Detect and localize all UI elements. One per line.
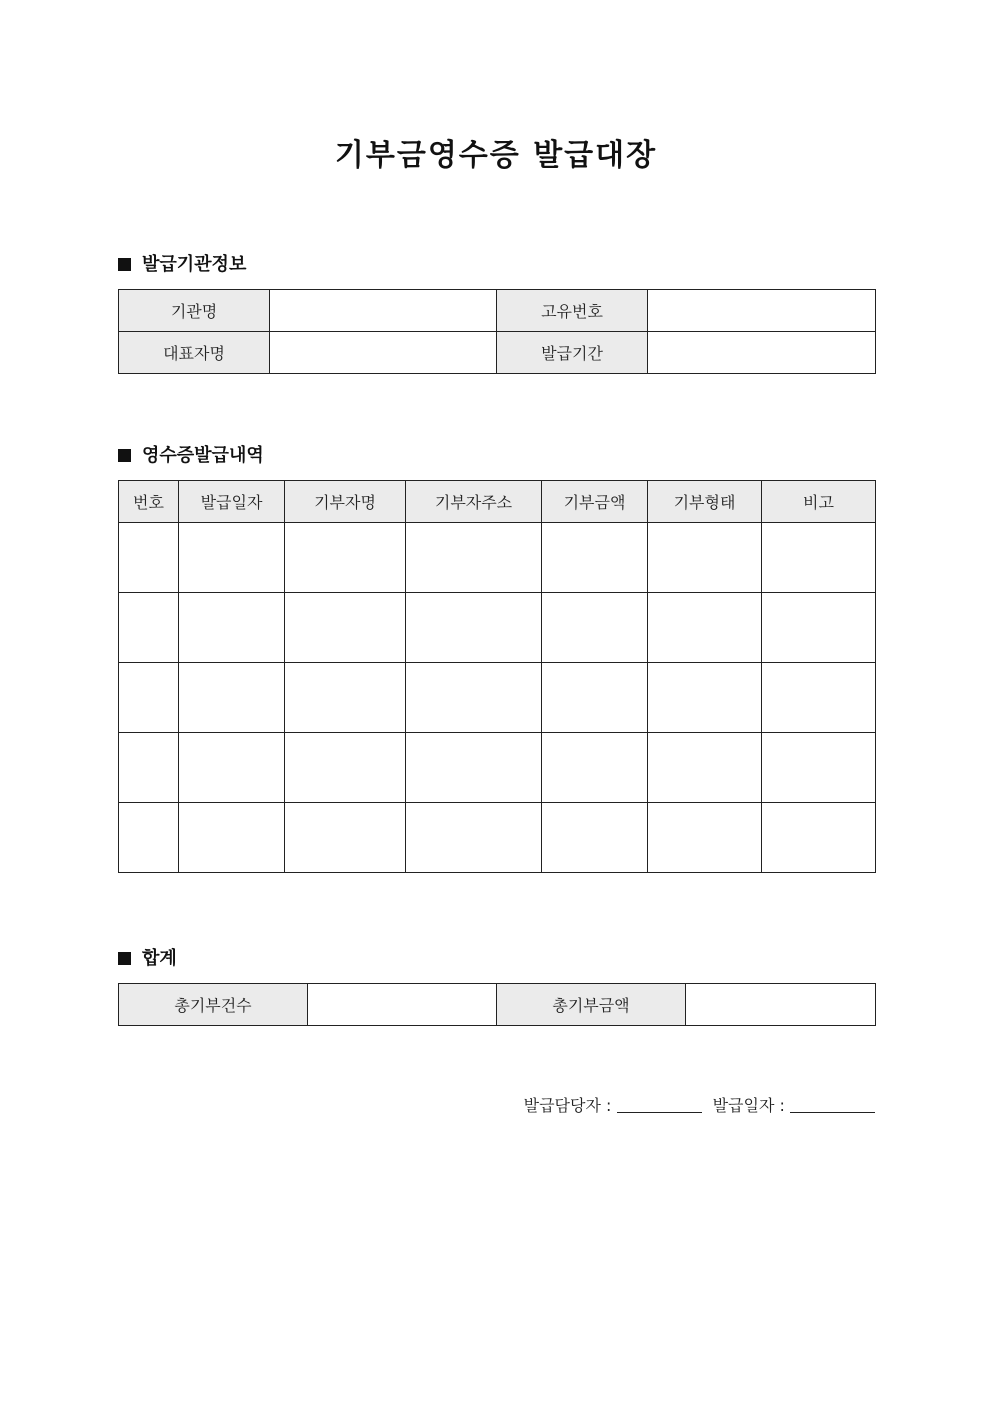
table-cell[interactable] [179, 803, 285, 873]
org-name-field[interactable] [270, 290, 497, 332]
issuing-officer-field[interactable] [617, 1096, 702, 1113]
square-bullet-icon [118, 449, 131, 462]
table-cell[interactable] [406, 733, 542, 803]
total-amount-label: 총기부금액 [497, 984, 686, 1026]
issuer-row [119, 290, 876, 332]
issuer-section-heading [118, 253, 246, 277]
issue-period-label: 발급기간 [497, 332, 648, 374]
table-cell[interactable] [542, 803, 648, 873]
issuing-officer-label: 발급담당자 : [523, 1096, 612, 1115]
table-cell[interactable] [285, 803, 406, 873]
table-cell[interactable] [542, 733, 648, 803]
table-cell[interactable] [762, 733, 876, 803]
table-cell[interactable] [406, 803, 542, 873]
table-cell[interactable] [285, 663, 406, 733]
reg-number-field[interactable] [648, 290, 876, 332]
total-amount-field[interactable] [686, 984, 876, 1026]
table-cell[interactable] [179, 593, 285, 663]
col-header-number: 번호 [119, 481, 179, 523]
issuer-info-table [118, 289, 876, 374]
col-header-donor-address: 기부자주소 [406, 481, 542, 523]
table-cell[interactable] [119, 663, 179, 733]
table-cell[interactable] [648, 523, 762, 593]
issuer-heading-text: 발급기관정보 [142, 254, 247, 275]
table-cell[interactable] [119, 733, 179, 803]
table-cell[interactable] [179, 663, 285, 733]
total-section-heading [118, 947, 177, 971]
total-count-label: 총기부건수 [119, 984, 308, 1026]
col-header-amount: 기부금액 [542, 481, 648, 523]
total-row [119, 984, 876, 1026]
table-row [119, 733, 876, 803]
table-cell[interactable] [406, 663, 542, 733]
representative-label: 대표자명 [119, 332, 270, 374]
table-cell[interactable] [542, 663, 648, 733]
table-cell[interactable] [119, 523, 179, 593]
col-header-donor-name: 기부자명 [285, 481, 406, 523]
table-cell[interactable] [648, 593, 762, 663]
table-cell[interactable] [762, 803, 876, 873]
table-cell[interactable] [762, 593, 876, 663]
square-bullet-icon [118, 258, 131, 271]
col-header-issue-date: 발급일자 [179, 481, 285, 523]
table-cell[interactable] [179, 733, 285, 803]
table-cell[interactable] [648, 803, 762, 873]
issue-date-label: 발급일자 : [712, 1096, 785, 1115]
table-header-row [119, 481, 876, 523]
table-row [119, 803, 876, 873]
table-cell[interactable] [542, 523, 648, 593]
total-count-field[interactable] [308, 984, 497, 1026]
table-cell[interactable] [762, 663, 876, 733]
table-cell[interactable] [285, 733, 406, 803]
table-row [119, 593, 876, 663]
col-header-donation-type: 기부형태 [648, 481, 762, 523]
table-row [119, 663, 876, 733]
receipt-list-table [118, 480, 876, 873]
table-cell[interactable] [648, 663, 762, 733]
org-name-label: 기관명 [119, 290, 270, 332]
table-cell[interactable] [285, 523, 406, 593]
issuer-row [119, 332, 876, 374]
receipt-section-heading [118, 444, 264, 468]
table-cell[interactable] [406, 523, 542, 593]
table-cell[interactable] [119, 593, 179, 663]
page-title: 기부금영수증 발급대장 [334, 138, 658, 173]
table-cell[interactable] [542, 593, 648, 663]
table-cell[interactable] [285, 593, 406, 663]
receipt-heading-text: 영수증발급내역 [142, 445, 264, 466]
col-header-remarks: 비고 [762, 481, 876, 523]
table-cell[interactable] [406, 593, 542, 663]
table-cell[interactable] [179, 523, 285, 593]
issue-period-field[interactable] [648, 332, 876, 374]
representative-field[interactable] [270, 332, 497, 374]
reg-number-label: 고유번호 [497, 290, 648, 332]
table-cell[interactable] [762, 523, 876, 593]
table-row [119, 523, 876, 593]
square-bullet-icon [118, 952, 131, 965]
issue-date-field[interactable] [790, 1096, 875, 1113]
total-heading-text: 합계 [142, 948, 177, 969]
table-cell[interactable] [119, 803, 179, 873]
total-table [118, 983, 876, 1026]
footer-signature-line [524, 1094, 875, 1118]
table-cell[interactable] [648, 733, 762, 803]
